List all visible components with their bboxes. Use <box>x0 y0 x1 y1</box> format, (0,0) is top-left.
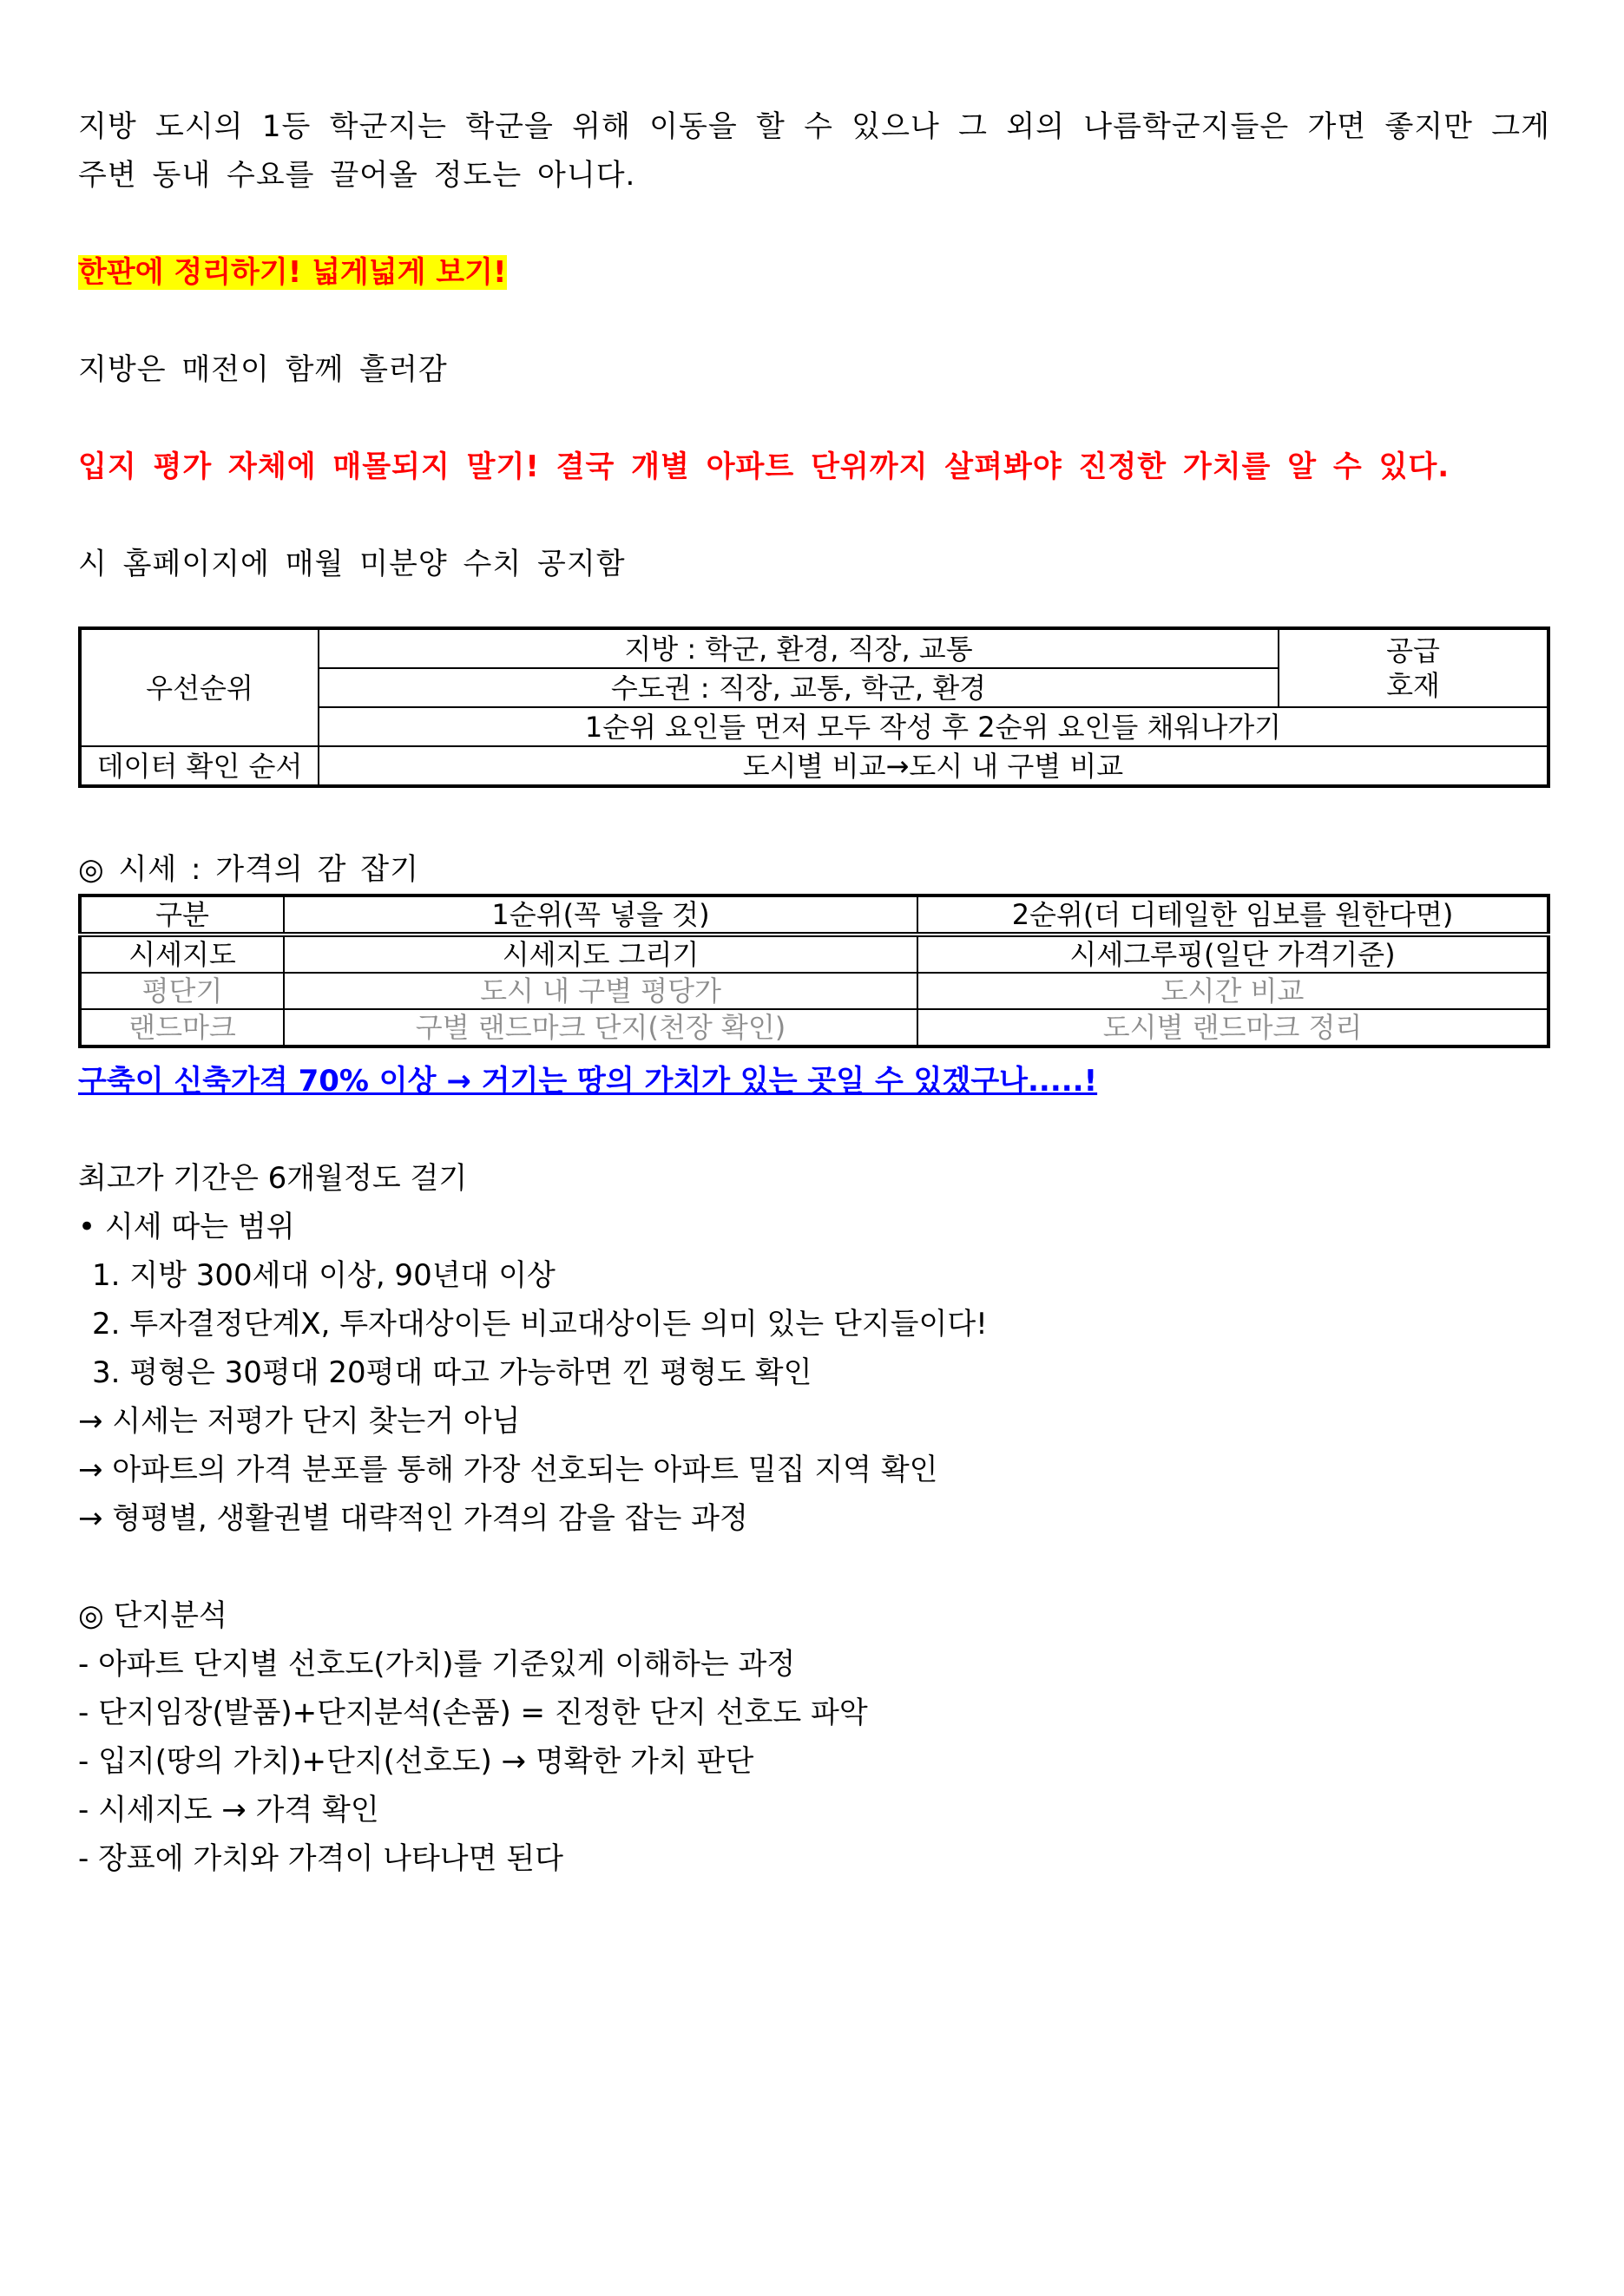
column-header: 1순위(꼭 넣을 것) <box>284 895 917 935</box>
note-homepage: 시 홈페이지에 매월 미분양 수치 공지함 <box>78 547 626 581</box>
table-row <box>80 1009 1548 1046</box>
list-item: 2. 투자결정단계X, 투자대상이든 비교대상이든 의미 있는 단지들이다! <box>92 1307 988 1342</box>
price-range-bullet: • 시세 따는 범위 <box>78 1210 295 1244</box>
table-cell: 구별 랜드마크 단지(천장 확인) <box>284 1009 917 1046</box>
data-order-label: 데이터 확인 순서 <box>80 746 319 786</box>
note-local: 지방은 매전이 함께 흘러감 <box>78 352 448 387</box>
table-cell: 시세그루핑(일단 가격기준) <box>917 935 1548 973</box>
priority-table <box>78 626 1550 788</box>
list-item: - 아파트 단지별 선호도(가치)를 기준있게 이해하는 과정 <box>78 1647 796 1682</box>
column-header: 2순위(더 디테일한 임보를 원한다면) <box>917 895 1548 935</box>
supply-line-1: 공급 <box>1386 634 1440 667</box>
table-cell: 도시 내 구별 평당가 <box>284 973 917 1009</box>
list-item: - 입지(땅의 가치)+단지(선호도) → 명확한 가치 판단 <box>78 1744 754 1779</box>
table-cell: 평단기 <box>80 973 284 1009</box>
list-item: - 단지임장(발품)+단지분석(손품) = 진정한 단지 선호도 파악 <box>78 1696 868 1730</box>
priority-label: 우선순위 <box>80 628 319 746</box>
column-header: 구분 <box>80 895 284 935</box>
list-item: 3. 평형은 30평대 20평대 따고 가능하면 낀 평형도 확인 <box>92 1355 812 1390</box>
table-cell: 시세지도 <box>80 935 284 973</box>
region-row-local: 지방 : 학군, 환경, 직장, 교통 <box>319 628 1279 668</box>
complex-section-heading: ◎ 단지분석 <box>78 1598 227 1633</box>
price-table-header <box>80 895 1548 935</box>
arrow-note: → 아파트의 가격 분포를 통해 가장 선호되는 아파트 밀집 지역 확인 <box>78 1453 938 1487</box>
supply-line-2: 호재 <box>1386 669 1440 702</box>
region-row-metro: 수도권 : 직장, 교통, 학군, 환경 <box>319 668 1279 707</box>
highlight-note: 한판에 정리하기! 넓게넓게 보기! <box>78 255 507 290</box>
table-cell: 도시간 비교 <box>917 973 1548 1009</box>
fill-rule: 1순위 요인들 먼저 모두 작성 후 2순위 요인들 채워나가기 <box>319 707 1548 746</box>
list-item: - 장표에 가치와 가격이 나타나면 된다 <box>78 1841 563 1876</box>
intro-line-1: 지방 도시의 1등 학군지는 학군을 위해 이동을 할 수 있으나 그 외의 나름학군지들은 가면 좋지만 그게 <box>78 109 1550 144</box>
price-section-heading: ◎ 시세 : 가격의 감 잡기 <box>78 852 419 887</box>
price-table <box>78 894 1550 1048</box>
data-order-value: 도시별 비교→도시 내 구별 비교 <box>319 746 1548 786</box>
intro-line-2: 주변 동내 수요를 끌어올 정도는 아니다. <box>78 158 636 193</box>
document-page <box>78 102 1550 1883</box>
table-row <box>80 935 1548 973</box>
list-item: 1. 지방 300세대 이상, 90년대 이상 <box>92 1258 556 1293</box>
price-note-line: 최고가 기간은 6개월정도 걸기 <box>78 1161 468 1196</box>
red-warning: 입지 평가 자체에 매몰되지 말기! 결국 개별 아파트 단위까지 살펴봐야 진정한 가치를 알 수 있다. <box>78 449 1450 484</box>
table-cell: 시세지도 그리기 <box>284 935 917 973</box>
list-item: - 시세지도 → 가격 확인 <box>78 1793 379 1827</box>
table-cell: 랜드마크 <box>80 1009 284 1046</box>
table-row <box>80 973 1548 1009</box>
table-cell: 도시별 랜드마크 정리 <box>917 1009 1548 1046</box>
blue-note: 구축이 신축가격 70% 이상 → 거기는 땅의 가치가 있는 곳일 수 있겠구나.....! <box>78 1064 1098 1099</box>
arrow-note: → 시세는 저평가 단지 찾는거 아님 <box>78 1404 521 1439</box>
supply-cell <box>1279 628 1548 707</box>
arrow-note: → 형평별, 생활권별 대략적인 가격의 감을 잡는 과정 <box>78 1501 748 1536</box>
